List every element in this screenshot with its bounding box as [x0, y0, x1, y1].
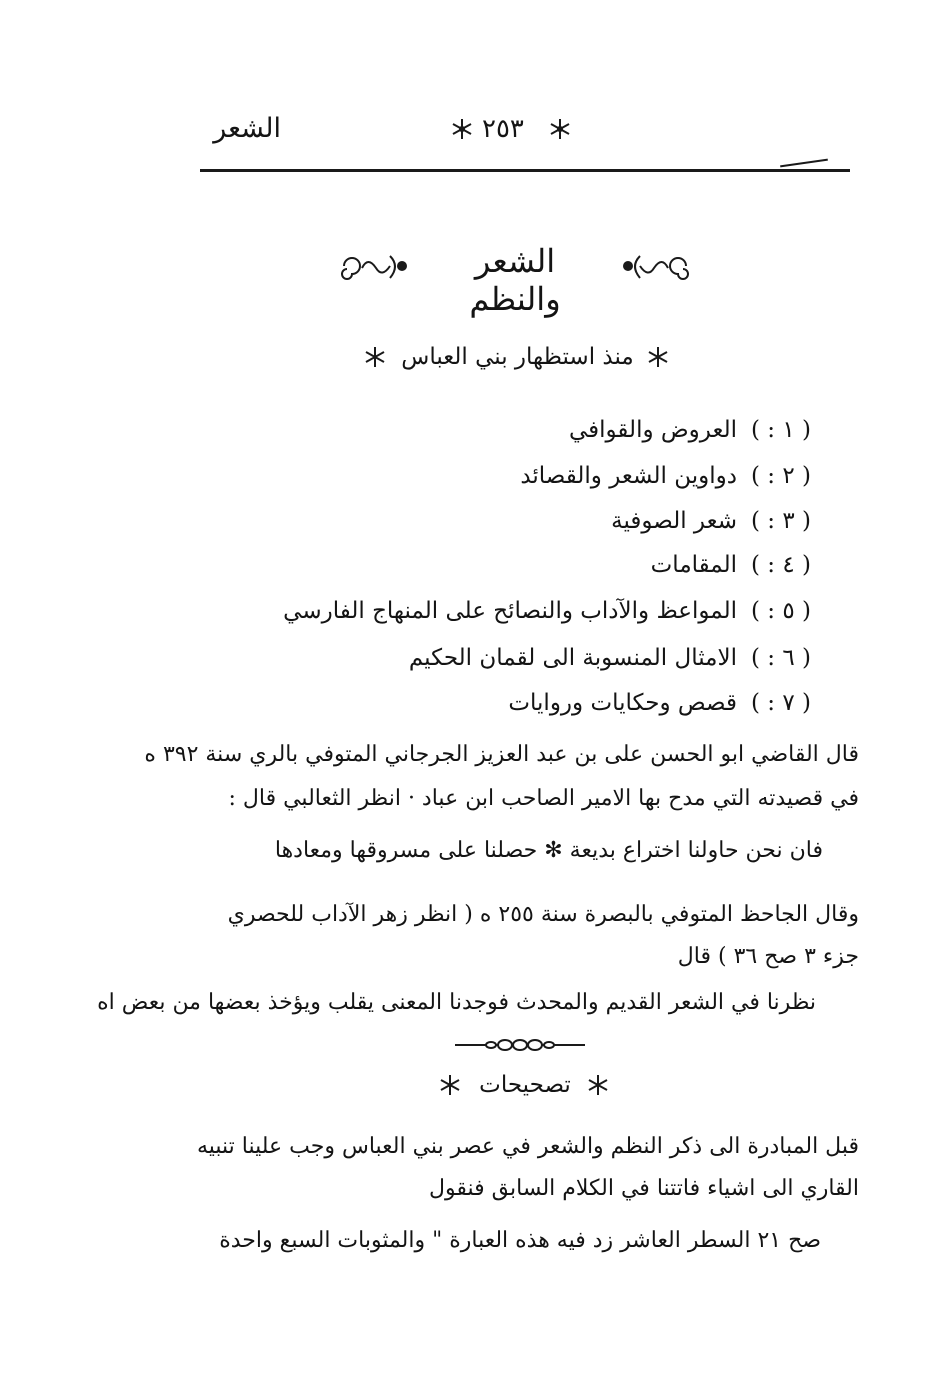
asterisk-ornament-icon [648, 346, 668, 368]
list-item-text: العروض والقوافي [568, 417, 737, 443]
list-item [508, 690, 811, 716]
list-item-text: المواعظ والآداب والنصائح على المنهاج الفارسي [283, 598, 737, 624]
header-rule-flourish [780, 159, 828, 168]
list-item-number: ( ٣ : ) [750, 508, 811, 534]
scroll-ornament-icon [330, 246, 410, 286]
section-subtitle: منذ استظهار بني العباس [401, 344, 634, 370]
list-item-number: ( ٦ : ) [750, 645, 811, 671]
list-item-number: ( ٥ : ) [750, 598, 811, 624]
list-item-number: ( ٧ : ) [750, 690, 811, 716]
list-item-text: الامثال المنسوبة الى لقمان الحكيم [408, 645, 737, 671]
list-item-text: دواوين الشعر والقصائد [520, 463, 737, 489]
list-item-text: قصص وحكايات وروايات [508, 690, 737, 716]
list-item [651, 552, 811, 578]
body-line: نظرنا في الشعر القديم والمحدث فوجدنا المعنى يقلب ويؤخذ بعضها من بعض اه [97, 990, 816, 1015]
verse-line: فان نحن حاولنا اختراع بديعة ✻ حصلنا على مسروقها ومعادها [274, 838, 823, 863]
asterisk-ornament-icon [440, 1074, 460, 1096]
page-number: ٢٥٣ [482, 114, 524, 144]
list-item [409, 645, 811, 671]
list-item-text: المقامات [650, 552, 737, 578]
body-line: وقال الجاحظ المتوفي بالبصرة سنة ٢٥٥ ه ( انظر زهر الآداب للحصري [227, 902, 859, 927]
list-item-number: ( ٢ : ) [750, 463, 811, 489]
errata-title: تصحيحات [479, 1072, 571, 1098]
subtitle-block [365, 340, 670, 380]
section-title-block [330, 236, 700, 318]
list-item [569, 417, 811, 443]
list-item-text: شعر الصوفية [611, 508, 737, 534]
list-item [283, 598, 811, 624]
list-item [611, 508, 811, 534]
ornamental-divider [455, 1038, 585, 1052]
section-title: الشعر والنظم [469, 242, 561, 318]
errata-line: القاري الى اشياء فاتتنا في الكلام السابق فنقول [429, 1176, 859, 1201]
running-title: الشعر [213, 113, 281, 144]
errata-title-block [440, 1068, 610, 1108]
errata-line: قبل المبادرة الى ذكر النظم والشعر في عصر بني العباس وجب علينا تنبيه [196, 1134, 859, 1159]
asterisk-ornament-icon [365, 346, 385, 368]
asterisk-ornament-icon [550, 118, 570, 140]
list-item [520, 463, 811, 489]
body-line: قال القاضي ابو الحسن على بن عبد العزيز الجرجاني المتوفي بالري سنة ٣٩٢ ه [144, 742, 859, 767]
asterisk-ornament-icon [588, 1074, 608, 1096]
page-number-block [452, 112, 572, 152]
list-item-number: ( ١ : ) [750, 417, 811, 443]
list-item-number: ( ٤ : ) [750, 552, 811, 578]
body-line: جزء ٣ صح ٣٦ ) قال [677, 944, 859, 969]
errata-line: صح ٢١ السطر العاشر زد فيه هذه العبارة " والمثوبات السبع واحدة [219, 1228, 821, 1253]
scroll-ornament-icon [620, 246, 700, 286]
asterisk-ornament-icon [452, 118, 472, 140]
body-line: في قصيدته التي مدح بها الامير الصاحب ابن عباد · انظر الثعالبي قال : [228, 786, 859, 811]
header-rule [200, 169, 850, 172]
